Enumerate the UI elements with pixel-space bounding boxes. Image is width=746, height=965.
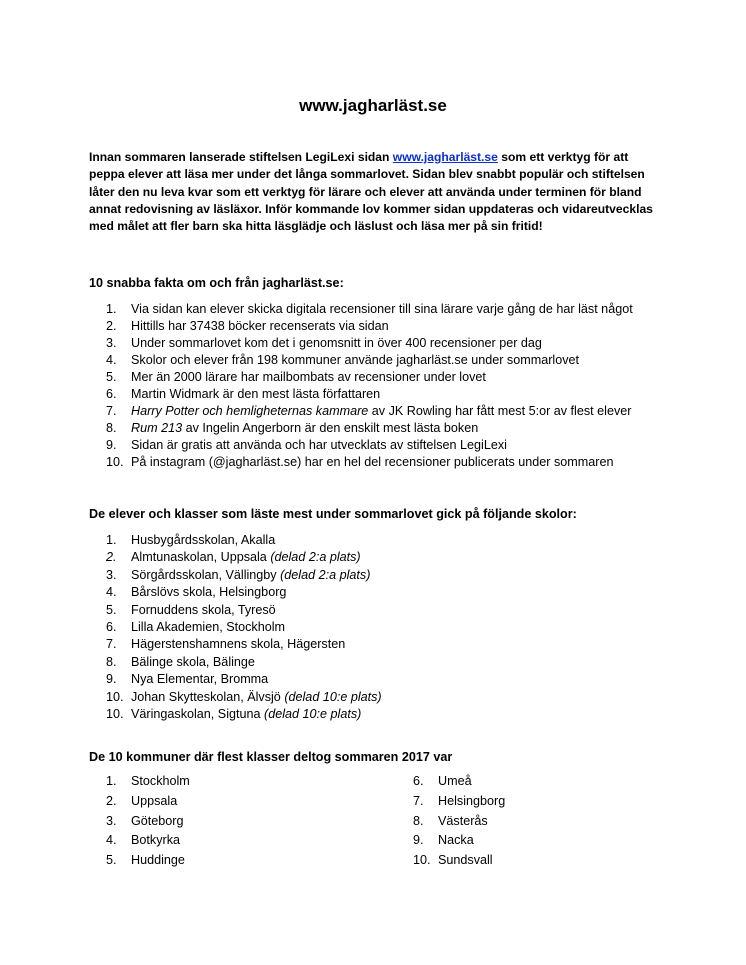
rank-note: (delad 10:e plats) xyxy=(284,689,382,704)
list-item: 5. Fornuddens skola, Tyresö xyxy=(106,602,276,617)
list-item: 10. Sundsvall xyxy=(413,853,493,868)
list-item: 1. Via sidan kan elever skicka digitala recensioner till sina lärare varje gång de har läst något xyxy=(106,302,633,316)
facts-heading: 10 snabba fakta om och från jagharläst.se: xyxy=(89,276,344,290)
list-item: 9. Sidan är gratis att använda och har utvecklats av stiftelsen LegiLexi xyxy=(106,438,507,452)
schools-list xyxy=(106,532,382,723)
list-item: 6. Lilla Akademien, Stockholm xyxy=(106,619,286,634)
rank-note: (delad 2:a plats) xyxy=(270,550,361,565)
list-item: 1. Stockholm xyxy=(106,774,190,788)
schools-heading: De elever och klasser som läste mest under sommarlovet gick på följande skolor: xyxy=(89,507,577,521)
list-item: 5. Huddinge xyxy=(106,853,185,868)
rank-note: (delad 10:e plats) xyxy=(264,706,362,721)
list-item: 2. Uppsala xyxy=(106,793,178,808)
rank-note: (delad 2:a plats) xyxy=(280,567,371,582)
list-item: 6. Umeå xyxy=(413,774,472,788)
page-title: www.jagharläst.se xyxy=(299,96,447,115)
list-item: 8. Bälinge skola, Bälinge xyxy=(106,654,255,669)
site-link[interactable]: www.jagharläst.se xyxy=(392,150,498,164)
list-item: 2. Almtunaskolan, Uppsala (delad 2:a plats) xyxy=(106,550,361,565)
municipalities-list-right xyxy=(413,772,505,871)
list-item: 8. Rum 213 av Ingelin Angerborn är den enskilt mest lästa boken xyxy=(106,421,479,435)
facts-list xyxy=(106,301,633,471)
list-item: 4. Bårslövs skola, Helsingborg xyxy=(106,585,287,600)
list-item: 10. På instagram (@jagharläst.se) har en hel del recensioner publicerats under sommaren xyxy=(106,455,614,469)
list-item: 4. Skolor och elever från 198 kommuner använde jagharläst.se under sommarlovet xyxy=(106,353,580,367)
list-item: 4. Botkyrka xyxy=(106,833,180,848)
list-item: 3. Sörgårdsskolan, Vällingby (delad 2:a plats) xyxy=(106,567,371,582)
list-item: 7. Hägerstenshamnens skola, Hägersten xyxy=(106,637,346,652)
list-item: 9. Nya Elementar, Bromma xyxy=(106,672,269,687)
list-item: 10. Väringaskolan, Sigtuna (delad 10:e plats) xyxy=(106,706,362,721)
list-item: 5. Mer än 2000 lärare har mailbombats av recensioner under lovet xyxy=(106,370,486,384)
municipalities-heading: De 10 kommuner där flest klasser deltog sommaren 2017 var xyxy=(89,750,453,764)
list-item: 7. Helsingborg xyxy=(413,793,506,808)
intro-text-end: som ett verktyg för att peppa elever att läsa mer under det långa sommarlovet. Sidan blev snabbt populär och stiftelsen låter den nu leva kvar som ett verktyg för lärare och elever att använda under terminen för bland annat redovisning av läsläxor. Inför kommande lov kommer sidan uppdateras och vidareutvecklas med målet att fler barn ska hitta läsglädje och läslust och läsa mer på sin fritid! xyxy=(89,150,653,234)
list-item: 7. Harry Potter och hemligheternas kammare av JK Rowling har fått mest 5:or av flest elever xyxy=(106,404,632,418)
book-title: Harry Potter och hemligheternas kammare xyxy=(131,404,369,418)
list-item: 8. Västerås xyxy=(413,813,488,828)
municipalities-list-left xyxy=(106,772,190,871)
list-item: 2. Hittills har 37438 böcker recenserats via sidan xyxy=(106,319,389,333)
list-item: 3. Göteborg xyxy=(106,813,184,828)
list-item: 10. Johan Skytteskolan, Älvsjö (delad 10:e plats) xyxy=(106,689,382,704)
book-title: Rum 213 xyxy=(131,421,183,435)
list-item: 6. Martin Widmark är den mest lästa författaren xyxy=(106,387,381,401)
list-item: 9. Nacka xyxy=(413,833,474,848)
list-item: 1. Husbygårdsskolan, Akalla xyxy=(106,533,276,547)
list-item: 3. Under sommarlovet kom det i genomsnitt in över 400 recensioner per dag xyxy=(106,336,542,350)
intro-text-start: Innan sommaren lanserade stiftelsen LegiLexi sidan xyxy=(89,150,393,164)
intro-paragraph xyxy=(89,149,664,235)
